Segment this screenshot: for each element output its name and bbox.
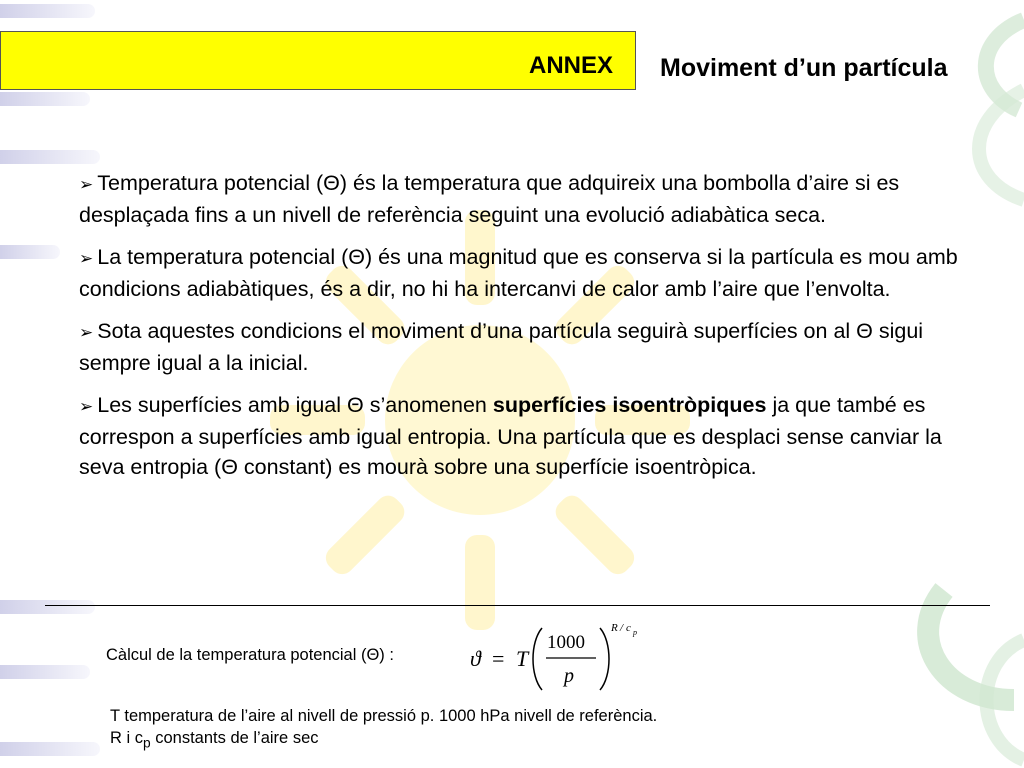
theta-symbol: Θ xyxy=(348,245,365,269)
arrow-bullet-icon: ➢ xyxy=(79,249,94,268)
bullet-text: La temperatura potencial ( xyxy=(97,245,349,269)
theta-symbol: Θ xyxy=(221,455,238,479)
legend-line xyxy=(110,727,657,754)
formula-theta: ϑ xyxy=(470,646,481,671)
bullet-text: sigui sempre igual a la inicial. xyxy=(79,319,924,375)
stripe xyxy=(0,245,60,259)
legend-text: constants de l’aire sec xyxy=(150,729,319,747)
bullet-text: ja que també es correspon a superfícies amb igual entropia. Una partícula que es desplaci sense canviar la seva entropia ( xyxy=(79,393,942,479)
legend-subscript: p xyxy=(143,735,151,751)
stripe xyxy=(0,150,100,164)
page-title: Moviment d’un partícula xyxy=(660,54,948,82)
bullet-text: Les superfícies amb igual xyxy=(97,393,348,417)
theta-symbol: Θ xyxy=(347,393,364,417)
bullet-text: ) és la temperatura que adquireix una bombolla d’aire si es desplaçada fins a un nivell de referència seguint una evolució adiabàtica seca. xyxy=(79,171,900,227)
legend-text: R i c xyxy=(110,729,143,747)
arrow-bullet-icon: ➢ xyxy=(79,397,94,416)
formula-equals: = xyxy=(492,646,505,671)
bold-term: superfícies isoentròpiques xyxy=(492,393,767,417)
stripe xyxy=(0,600,95,614)
right-paren xyxy=(600,628,609,690)
exponent-c: c xyxy=(626,622,631,634)
formula-legend xyxy=(110,705,657,754)
bullet-item xyxy=(79,316,979,378)
formula-denominator: p xyxy=(564,665,574,687)
arrow-bullet-icon: ➢ xyxy=(79,175,94,194)
formula-numerator: 1000 xyxy=(547,632,585,653)
formula-label: Càlcul de la temperatura potencial (Θ) : xyxy=(106,646,394,664)
theta-symbol: Θ xyxy=(856,319,873,343)
formula-T: T xyxy=(516,646,529,671)
stripe xyxy=(0,4,95,18)
exponent-slash: / xyxy=(620,622,624,634)
potential-temperature-formula xyxy=(470,620,650,692)
stripe xyxy=(0,742,100,756)
legend-line: T temperatura de l’aire al nivell de pressió p. 1000 hPa nivell de referència. xyxy=(110,707,658,725)
theta-symbol: Θ xyxy=(323,171,340,195)
annex-banner xyxy=(0,31,636,90)
left-paren xyxy=(533,628,542,690)
bullet-text: s’anomenen xyxy=(363,393,493,417)
arrow-bullet-icon: ➢ xyxy=(79,323,94,342)
bullet-text: Temperatura potencial ( xyxy=(97,171,324,195)
exponent-R: R xyxy=(611,622,618,634)
bullet-text: ) és una magnitud que es conserva si la partícula es mou amb condicions adiabàtiques, és a dir, no hi ha intercanvi de calor amb l’aire que l’envolta. xyxy=(79,245,958,301)
bullet-text: Sota aquestes condicions el moviment d’una partícula seguirà superfícies on al xyxy=(97,319,857,343)
bullet-text: constant) es mourà sobre una superfície isoentròpica. xyxy=(237,455,757,479)
bullet-item xyxy=(79,242,979,304)
exponent-sub: p xyxy=(633,628,637,637)
annex-label: ANNEX xyxy=(528,52,613,79)
bullet-item xyxy=(79,390,979,482)
stripe xyxy=(0,665,90,679)
stripe xyxy=(0,92,90,106)
divider-line xyxy=(45,605,990,606)
bullet-list xyxy=(79,168,979,494)
bullet-item xyxy=(79,168,979,230)
